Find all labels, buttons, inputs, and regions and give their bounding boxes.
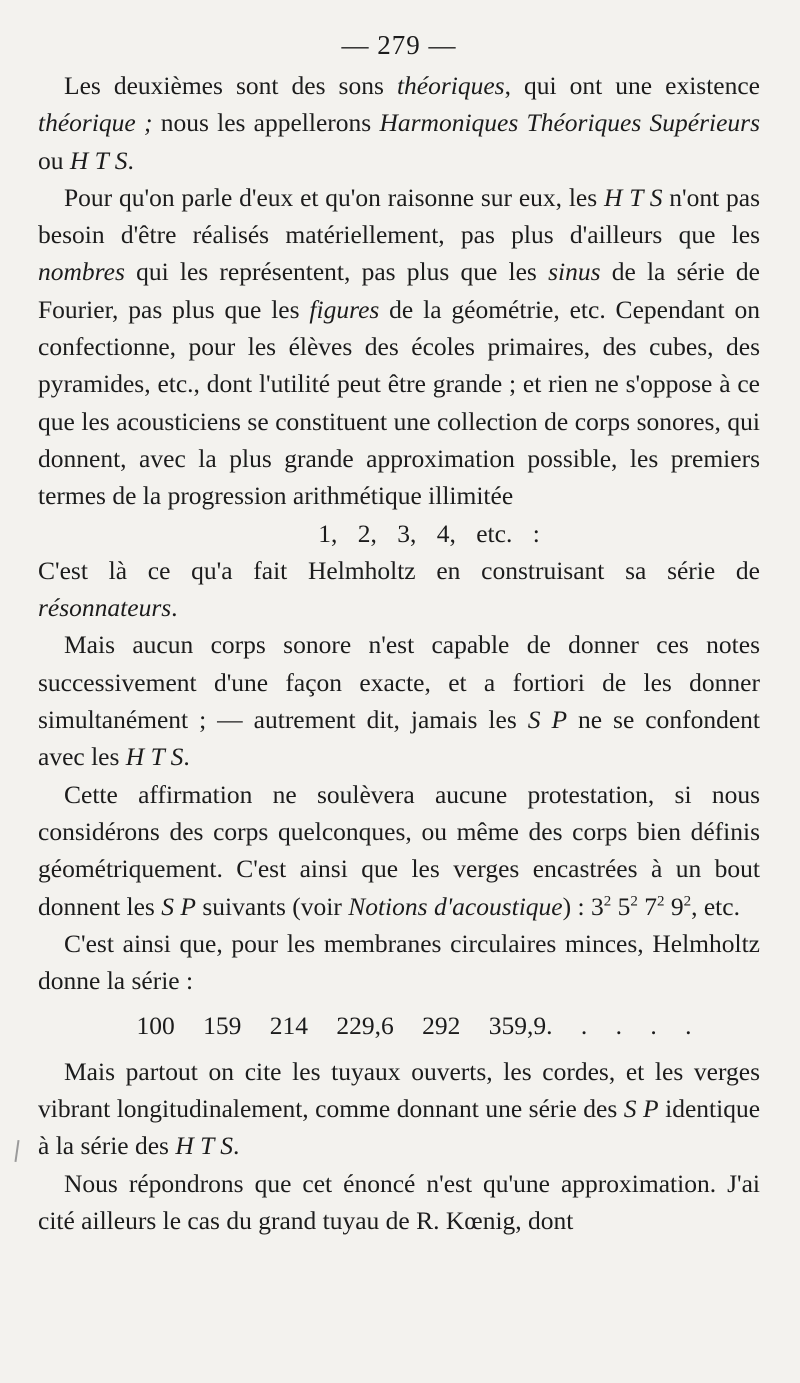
text-run: C'est ainsi que, pour les membranes circulaires minces, Helmholtz donne la série :: [38, 928, 760, 996]
margin-mark: [14, 1140, 19, 1162]
text-run: Nous répondrons que cet énoncé n'est qu'une approximation. J'ai cité ailleurs le cas du grand tuyau de R. Kœnig, dont: [38, 1168, 760, 1235]
text-run: .: [171, 593, 178, 623]
text-run: suivants (voir: [195, 891, 349, 921]
superscript: 2: [603, 893, 612, 910]
text-run: qui les représentent, pas plus que les: [124, 257, 549, 287]
number-series: 100 159 214 229,6 292 359,9. . . . .: [136, 1011, 692, 1041]
italic-text: théorique ;: [38, 108, 153, 138]
italic-text: figures: [309, 294, 380, 324]
italic-text: H T S: [175, 1131, 233, 1161]
text-run: de la géométrie, etc. Cependant on confectionne, pour les élèves des écoles primaires, des cubes, des pyramides, etc., dont l'utilité peut être grande ; et rien ne s'oppose à ce que les acousticiens se constituent une collection de corps sonores, qui donnent, avec la plus grande approximation possible, les premiers termes de la progression arithmétique illimitée: [38, 294, 760, 511]
superscript: 2: [630, 893, 638, 910]
italic-text: Notions d'acoustique: [348, 891, 563, 921]
text-run: ne se confondent avec les: [38, 705, 760, 772]
paragraph: [38, 925, 760, 1000]
text-run: identique à la série des: [38, 1094, 761, 1161]
text-run: Mais partout on cite les tuyaux ouverts, les cordes, et les verges vibrant longitudinalement, comme donnant une série des: [38, 1056, 760, 1124]
text-run: Les deuxièmes sont des sons: [64, 71, 397, 100]
italic-text: sinus: [548, 257, 601, 287]
text-run: 5: [611, 891, 631, 921]
paragraph: [38, 179, 760, 515]
text-run: ) : 3: [562, 891, 604, 921]
italic-text: H T S: [125, 742, 184, 772]
text-run: nous les appellerons: [152, 108, 380, 138]
italic-text: résonnateurs: [38, 593, 172, 623]
paragraph: [38, 1165, 760, 1240]
italic-text: S P: [623, 1094, 659, 1124]
text-run: , etc.: [691, 891, 740, 921]
text-run: de la série de Fourier, pas plus que les: [38, 257, 760, 324]
text-run: Mais aucun corps sonore n'est capable de donner ces notes successivement d'une façon exacte, et a fortiori de les donner simultanément ; — autrement dit, jamais les: [38, 630, 760, 735]
text-run: , qui ont une existence: [504, 71, 760, 100]
text-run: .: [183, 742, 190, 772]
text-run: C'est là ce qu'a fait Helmholtz en construisant sa série de: [38, 555, 760, 585]
page-number: — 279 —: [341, 30, 457, 60]
text-run: .: [233, 1131, 240, 1161]
paragraph: [38, 626, 760, 775]
paragraph: [38, 67, 760, 179]
paragraph: [38, 552, 760, 627]
text-run: 7: [637, 891, 657, 921]
italic-text: Harmoniques Théoriques Supérieurs: [379, 108, 760, 138]
italic-text: H T S: [603, 182, 663, 212]
italic-text: nombres: [38, 257, 125, 287]
italic-text: théoriques: [396, 71, 505, 100]
paragraph: [38, 776, 760, 925]
superscript: 2: [683, 893, 692, 910]
italic-text: S P: [527, 705, 568, 735]
text-run: .: [127, 145, 134, 175]
italic-text: S P: [161, 891, 196, 921]
text-run: Cette affirmation ne soulèvera aucune protestation, si nous considérons des corps quelconques, ou même des corps bien définis géométriquement. C'est ainsi que les verges encastrées à un bout donnent les: [38, 779, 760, 921]
text-run: n'ont pas besoin d'être réalisés matériellement, pas plus d'ailleurs que les: [38, 182, 761, 250]
italic-text: H T S: [69, 145, 128, 175]
text-run: 9: [664, 891, 684, 921]
number-sequence: 1, 2, 3, 4, etc. :: [318, 518, 540, 548]
paragraph: [38, 1053, 760, 1165]
text-run: Pour qu'on parle d'eux et qu'on raisonne sur eux, les: [64, 182, 604, 212]
superscript: 2: [656, 893, 665, 910]
text-run: ou: [38, 145, 70, 175]
text-body: [38, 67, 760, 1239]
